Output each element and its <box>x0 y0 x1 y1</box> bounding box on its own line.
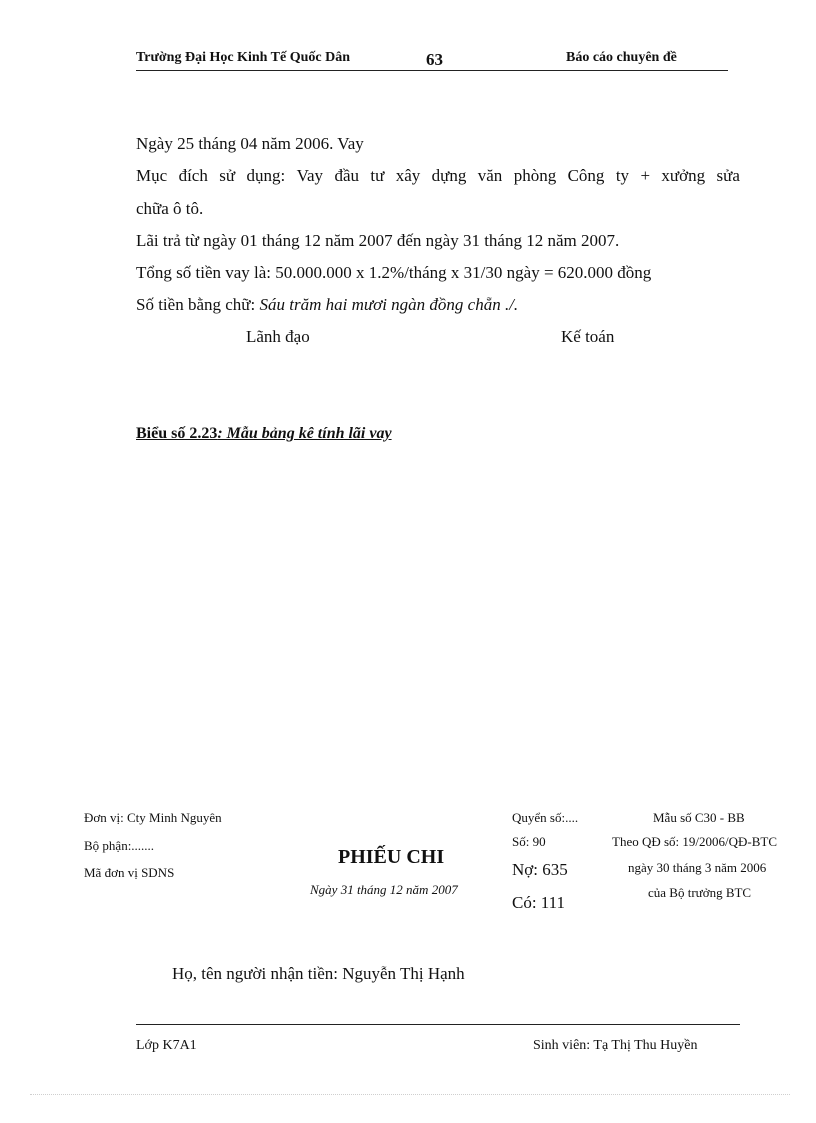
line-date: Ngày 25 tháng 04 năm 2006. Vay <box>136 134 364 153</box>
footer-rule <box>136 1024 740 1025</box>
signature-accountant: Kế toán <box>561 327 615 346</box>
purpose-word: xây <box>395 166 421 185</box>
purpose-word: + <box>640 166 651 185</box>
voucher-title: PHIẾU CHI <box>338 846 445 868</box>
caption-label: Biểu số 2.23 <box>136 425 218 442</box>
purpose-word: Mục <box>136 166 168 185</box>
purpose-word: phòng <box>513 166 557 185</box>
purpose-word: dựng <box>431 166 467 185</box>
purpose-word: đầu <box>334 166 359 185</box>
header-school: Trường Đại Học Kinh Tế Quốc Dân <box>136 50 350 65</box>
purpose-word: xưởng <box>661 166 706 185</box>
purpose-line-2: chữa ô tô. <box>136 199 204 218</box>
signature-leader: Lãnh đạo <box>246 327 310 346</box>
purpose-word: văn <box>477 166 503 185</box>
voucher-unit: Đơn vị: Cty Minh Nguyên <box>84 810 222 825</box>
amount-in-words-value: Sáu trăm hai mươi ngàn đồng chẵn ./. <box>259 295 519 314</box>
voucher-issuer: của Bộ trưởng BTC <box>648 885 752 900</box>
caption-text: : Mẫu bảng kê tính lãi vay <box>217 425 392 442</box>
purpose-line <box>136 166 740 186</box>
header-report-title: Báo cáo chuyên đề <box>566 50 677 65</box>
page-bottom-dotted-line <box>30 1094 790 1095</box>
voucher-number: Số: 90 <box>512 834 546 849</box>
footer-class: Lớp K7A1 <box>136 1038 197 1053</box>
purpose-word: đích <box>178 166 208 185</box>
voucher-date: Ngày 31 tháng 12 năm 2007 <box>310 882 458 897</box>
voucher-recipient: Họ, tên người nhận tiền: Nguyễn Thị Hạnh <box>172 964 465 983</box>
footer-student: Sinh viên: Tạ Thị Thu Huyền <box>533 1038 698 1053</box>
voucher-form-code: Mẫu số C30 - BB <box>653 810 745 825</box>
voucher-decision-date: ngày 30 tháng 3 năm 2006 <box>628 860 767 875</box>
voucher-department: Bộ phận:....... <box>84 838 155 853</box>
amount-in-words-line <box>136 295 518 315</box>
figure-caption <box>136 425 392 443</box>
page-number: 63 <box>426 50 443 69</box>
voucher-debit: Nợ: 635 <box>512 860 568 879</box>
purpose-word: dụng: <box>246 166 286 185</box>
purpose-word: sử <box>219 166 236 185</box>
interest-period-line: Lãi trả từ ngày 01 tháng 12 năm 2007 đến ngày 31 tháng 12 năm 2007. <box>136 231 620 250</box>
purpose-word: sửa <box>716 166 740 185</box>
header-rule <box>136 70 728 71</box>
amount-in-words-label: Số tiền bằng chữ: <box>136 295 260 314</box>
purpose-word: Vay <box>296 166 324 185</box>
total-loan-line: Tổng số tiền vay là: 50.000.000 x 1.2%/tháng x 31/30 ngày = 620.000 đồng <box>136 263 652 282</box>
voucher-book-no: Quyển số:.... <box>512 810 579 825</box>
purpose-word: tư <box>370 166 385 185</box>
purpose-word: ty <box>615 166 630 185</box>
voucher-credit: Có: 111 <box>512 893 566 912</box>
voucher-sdns-code: Mã đơn vị SDNS <box>84 865 175 880</box>
voucher-decision: Theo QĐ số: 19/2006/QĐ-BTC <box>612 834 778 849</box>
purpose-word: Công <box>567 166 605 185</box>
